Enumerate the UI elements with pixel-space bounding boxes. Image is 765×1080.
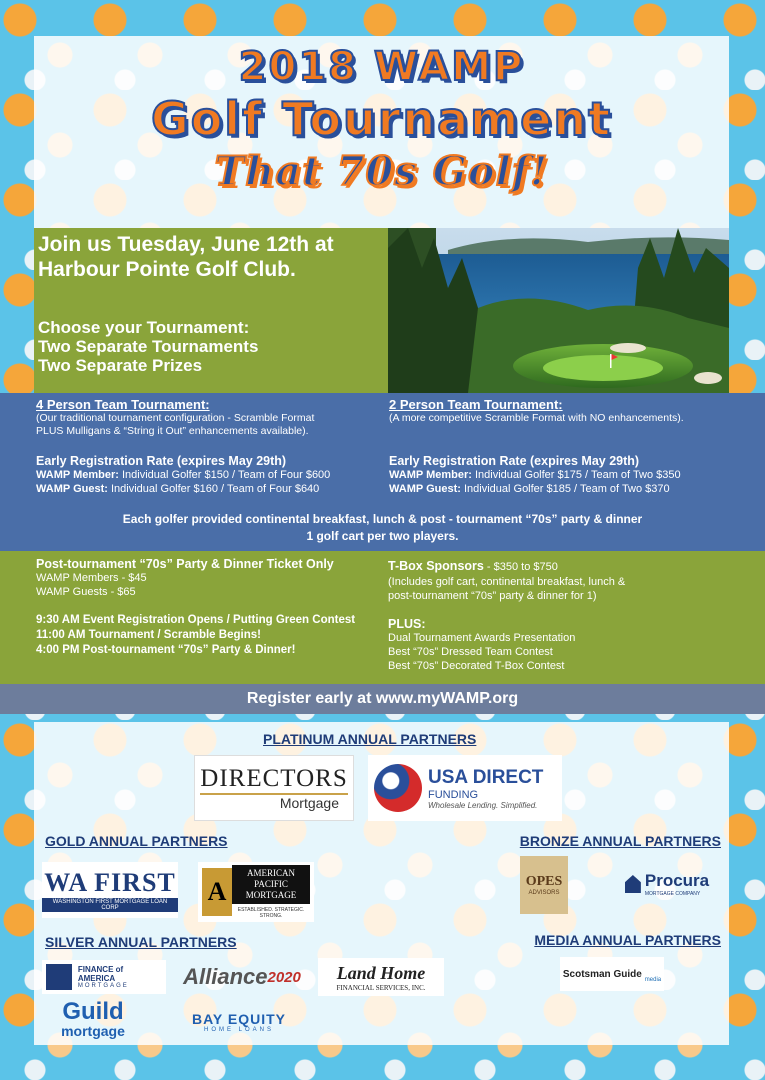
guest-label: WAMP Guest:: [36, 483, 108, 495]
plus-item-3: Best “70s” Decorated T-Box Contest: [388, 660, 565, 672]
member-label: WAMP Member:: [36, 469, 119, 481]
two-person-desc-1: (A more competitive Scramble Format with NO enhancements).: [389, 412, 684, 424]
directors-name: DIRECTORS: [200, 765, 347, 795]
landhome-sub: FINANCIAL SERVICES, INC.: [336, 983, 426, 992]
provided-note: [0, 511, 765, 545]
event-date-location: [38, 232, 384, 282]
member-label: WAMP Member:: [389, 469, 472, 481]
opes-advisors-logo: [520, 856, 568, 914]
choose-title: Choose your Tournament:: [38, 318, 250, 337]
landhome-name: Land Home: [336, 962, 426, 983]
alliance-sub: 2020: [267, 968, 301, 986]
schedule-item-1: 9:30 AM Event Registration Opens / Putting Green Contest: [36, 614, 356, 626]
wa-first-logo: [42, 862, 178, 918]
foa-square-icon: [46, 964, 72, 990]
plus-title: PLUS:: [388, 617, 426, 631]
title-line-3: That 70s Golf!: [214, 148, 549, 195]
two-person-member-rate: [389, 468, 749, 482]
provided-line-2: 1 golf cart per two players.: [306, 529, 459, 543]
tbox-price: - $350 to $750: [483, 561, 558, 573]
opes-sub: ADVISORS: [528, 890, 560, 896]
two-person-title: 2 Person Team Tournament:: [389, 397, 563, 412]
silver-heading: SILVER ANNUAL PARTNERS: [45, 934, 237, 950]
land-home-logo: [318, 958, 444, 996]
right-events-column: [388, 557, 753, 673]
scotsman-name: Scotsman Guide: [562, 968, 642, 980]
tbox-desc-1: (Includes golf cart, continental breakfast, lunch &: [388, 576, 626, 588]
choose-tournament: [38, 318, 384, 375]
procura-house-icon: [625, 875, 641, 893]
usa-sub: FUNDING: [428, 788, 479, 801]
four-person-rate-title: Early Registration Rate (expires May 29th): [36, 454, 287, 468]
usa-flag-globe-icon: [374, 764, 422, 812]
golf-course-photo: [388, 228, 729, 393]
directors-mortgage-logo: [194, 755, 354, 821]
usa-tagline: Wholesale Lending. Simplified.: [428, 800, 538, 810]
four-person-desc-2: PLUS Mulligans & “String it Out” enhancements available).: [36, 425, 309, 437]
bronze-heading: BRONZE ANNUAL PARTNERS: [519, 833, 721, 849]
join-line-2: Harbour Pointe Golf Club.: [38, 258, 296, 281]
golf-course-image: [388, 228, 729, 393]
schedule-item-2: 11:00 AM Tournament / Scramble Begins!: [36, 629, 261, 641]
procura-text: [645, 871, 709, 897]
two-person-column: [389, 397, 749, 496]
bay-sub: HOME LOANS: [203, 1027, 274, 1033]
title-panel: [34, 36, 729, 228]
party-guests-price: WAMP Guests - $65: [36, 586, 136, 598]
partners-panel: [34, 722, 729, 1045]
alliance-2020-logo: [178, 960, 306, 994]
opes-name: OPES: [525, 874, 563, 889]
usa-direct-funding-logo: [368, 755, 562, 821]
plus-item-2: Best “70s” Dressed Team Contest: [388, 646, 553, 658]
guest-label: WAMP Guest:: [389, 483, 461, 495]
procura-sub: MORTGAGE COMPANY: [644, 891, 701, 897]
events-panel: [0, 551, 765, 684]
apm-text: [232, 865, 310, 919]
alliance-name: Alliance: [183, 964, 268, 989]
member-rate-value: Individual Golfer $175 / Team of Two $350: [471, 469, 681, 481]
bay-name: BAY EQUITY: [191, 1011, 287, 1027]
guild-sub: mortgage: [61, 1023, 125, 1039]
four-person-guest-rate: [36, 482, 386, 496]
wafirst-name: WA FIRST: [44, 868, 176, 897]
four-person-title: 4 Person Team Tournament:: [36, 397, 210, 412]
join-line-1: Join us Tuesday, June 12th at: [38, 233, 334, 256]
wafirst-sub: WASHINGTON FIRST MORTGAGE LOAN CORP: [42, 898, 178, 912]
american-pacific-mortgage-logo: [198, 862, 314, 922]
gold-heading: GOLD ANNUAL PARTNERS: [45, 833, 228, 849]
tournament-details: [0, 393, 765, 551]
choose-line-1: Two Separate Tournaments: [38, 337, 259, 356]
media-heading: MEDIA ANNUAL PARTNERS: [534, 932, 721, 948]
guild-name: Guild: [62, 998, 124, 1025]
left-events-column: [36, 557, 386, 658]
foa-sub: MORTGAGE: [77, 983, 129, 989]
usa-text: [428, 767, 543, 810]
finance-of-america-logo: [42, 960, 166, 994]
four-person-column: [36, 397, 386, 496]
schedule-item-3: 4:00 PM Post-tournament “70s” Party & Dinner!: [36, 644, 296, 656]
title-line-2: Golf Tournament: [150, 92, 613, 146]
bay-equity-logo: [176, 1006, 302, 1038]
procura-logo: [620, 867, 714, 901]
foa-name: FINANCE of AMERICA: [77, 965, 124, 983]
scotsman-guide-logo: [560, 957, 664, 991]
four-person-desc-1: (Our traditional tournament configuration - Scramble Format: [36, 412, 315, 424]
usa-name: USA DIRECT: [428, 766, 544, 788]
choose-line-2: Two Separate Prizes: [38, 356, 203, 375]
directors-sub: Mortgage: [279, 795, 339, 811]
guest-rate-value: Individual Golfer $185 / Team of Two $370: [460, 483, 670, 495]
tbox-sponsors-heading: [388, 557, 753, 575]
title-line-1: 2018 WAMP: [238, 44, 525, 90]
scotsman-sub: media: [644, 977, 662, 983]
guild-mortgage-logo: [50, 996, 136, 1042]
procura-name: Procura: [644, 871, 710, 890]
provided-line-1: Each golfer provided continental breakfast, lunch & post - tournament “70s” party & dinner: [122, 512, 643, 526]
party-members-price: WAMP Members - $45: [36, 572, 147, 584]
apm-tagline: ESTABLISHED. STRATEGIC. STRONG.: [237, 907, 305, 919]
register-banner[interactable]: Register early at www.myWAMP.org: [0, 684, 765, 714]
plus-item-1: Dual Tournament Awards Presentation: [388, 632, 576, 644]
guest-rate-value: Individual Golfer $160 / Team of Four $640: [107, 483, 320, 495]
member-rate-value: Individual Golfer $150 / Team of Four $600: [118, 469, 331, 481]
platinum-heading: PLATINUM ANNUAL PARTNERS: [263, 731, 477, 747]
two-person-guest-rate: [389, 482, 749, 496]
party-ticket-title: Post-tournament “70s” Party & Dinner Ticket Only: [36, 557, 334, 571]
intro-panel: [34, 228, 388, 393]
apm-a-icon: A: [202, 868, 232, 916]
four-person-member-rate: [36, 468, 386, 482]
tbox-desc-2: post-tournament “70s” party & dinner for 1): [388, 590, 597, 602]
two-person-rate-title: Early Registration Rate (expires May 29th): [389, 454, 640, 468]
foa-text: [78, 965, 162, 989]
tbox-title: T-Box Sponsors: [388, 559, 484, 573]
apm-name: AMERICAN PACIFIC MORTGAGE: [232, 865, 310, 904]
schedule: [36, 613, 386, 658]
